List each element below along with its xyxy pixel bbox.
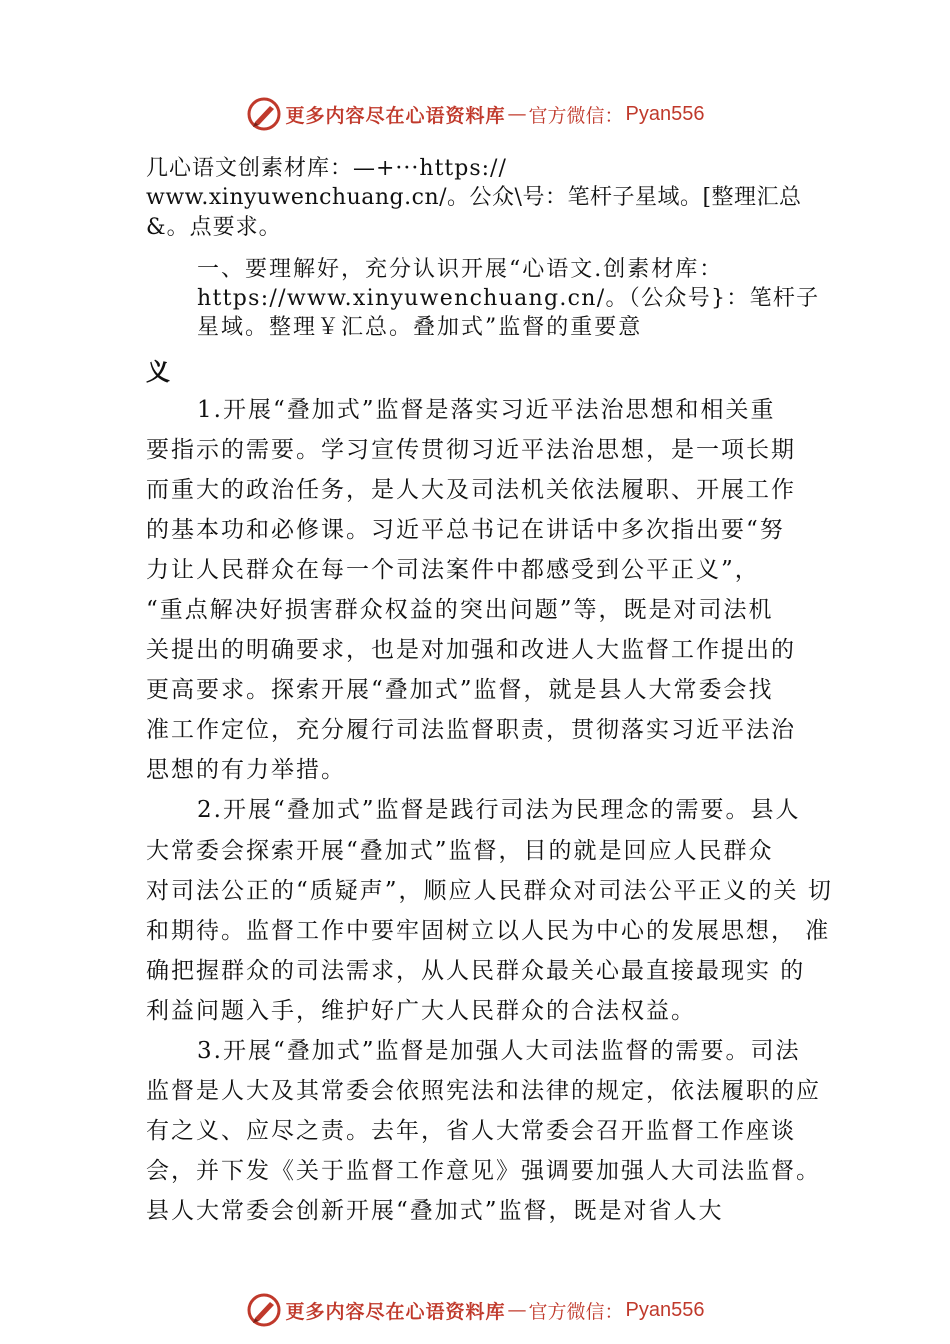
header-banner xyxy=(0,94,950,134)
banner-dash: — xyxy=(507,1299,527,1321)
paragraph-line: 的基本功和必修课。习近平总书记在讲话中多次指出要“努 xyxy=(146,517,785,543)
footer-banner xyxy=(0,1290,950,1330)
paragraph-line: 更高要求。探索开展“叠加式”监督，就是县人大常委会找 xyxy=(146,677,774,703)
paragraph-line: 对司法公正的“质疑声”，顺应人民群众对司法公平正义的关 切 xyxy=(146,878,833,904)
banner-label: 官方微信： xyxy=(528,1300,624,1323)
pen-logo-icon xyxy=(246,96,282,132)
paragraph-line: 3.开展“叠加式”监督是加强人大司法监督的需要。司法 xyxy=(197,1038,801,1064)
paragraph-line: 确把握群众的司法需求，从人民群众最关心最直接最现实 的 xyxy=(146,958,806,984)
paragraph-line: 监督是人大及其常委会依照宪法和法律的规定，依法履职的应 xyxy=(146,1078,821,1104)
section-title-line: 一、要理解好，充分认识开展“心语文.创素材库： xyxy=(197,257,724,282)
banner-label: 官方微信： xyxy=(528,104,624,127)
paragraph-line: 会，并下发《关于监督工作意见》强调要加强人大司法监督。 xyxy=(146,1158,821,1184)
banner-title: 更多内容尽在心语资料库 xyxy=(285,1300,506,1323)
paragraph-line: “重点解决好损害群众权益的突出问题”等，既是对司法机 xyxy=(146,597,774,623)
paragraph-line: 利益问题入手，维护好广大人民群众的合法权益。 xyxy=(146,998,696,1024)
paragraph-line: 力让人民群众在每一个司法案件中都感受到公平正义”， xyxy=(146,557,760,583)
banner-wechat-id: Pyan556 xyxy=(625,102,705,125)
paragraph-line: 有之义、应尽之责。去年，省人大常委会召开监督工作座谈 xyxy=(146,1118,796,1144)
section-title-line: https://www.xinyuwenchuang.cn/。（公众号}：笔杆子 xyxy=(197,286,820,311)
banner-title: 更多内容尽在心语资料库 xyxy=(285,104,506,127)
paragraph-line: 思想的有力举措。 xyxy=(146,757,346,783)
paragraph-line: 县人大常委会创新开展“叠加式”监督，既是对省人大 xyxy=(146,1198,724,1224)
paragraph-line: 1.开展“叠加式”监督是落实习近平法治思想和相关重 xyxy=(197,397,776,423)
banner-dash: — xyxy=(507,103,527,125)
paragraph-line: 2.开展“叠加式”监督是践行司法为民理念的需要。县人 xyxy=(197,797,801,823)
section-title-line: 星域。整理￥汇总。叠加式”监督的重要意 xyxy=(197,315,643,340)
paragraph-line: 关提出的明确要求，也是对加强和改进人大监督工作提出的 xyxy=(146,637,796,663)
header-line: 几心语文创素材库：—+···https:// xyxy=(146,156,507,181)
pen-logo-icon xyxy=(246,1292,282,1328)
header-line: &。点要求。 xyxy=(146,215,282,240)
paragraph-line: 和期待。监督工作中要牢固树立以人民为中心的发展思想， 准 xyxy=(146,918,831,944)
paragraph-line: 准工作定位，充分履行司法监督职责，贯彻落实习近平法治 xyxy=(146,717,796,743)
banner-wechat-id: Pyan556 xyxy=(625,1298,705,1321)
paragraph-line: 而重大的政治任务，是人大及司法机关依法履职、开展工作 xyxy=(146,477,796,503)
paragraph-line: 大常委会探索开展“叠加式”监督，目的就是回应人民群众 xyxy=(146,838,774,864)
section-title-tail: 义 xyxy=(146,357,170,386)
paragraph-line: 要指示的需要。学习宣传贯彻习近平法治思想，是一项长期 xyxy=(146,437,796,463)
header-line: www.xinyuwenchuang.cn/。公众\号：笔杆子星域。[整理汇总 xyxy=(146,185,802,210)
